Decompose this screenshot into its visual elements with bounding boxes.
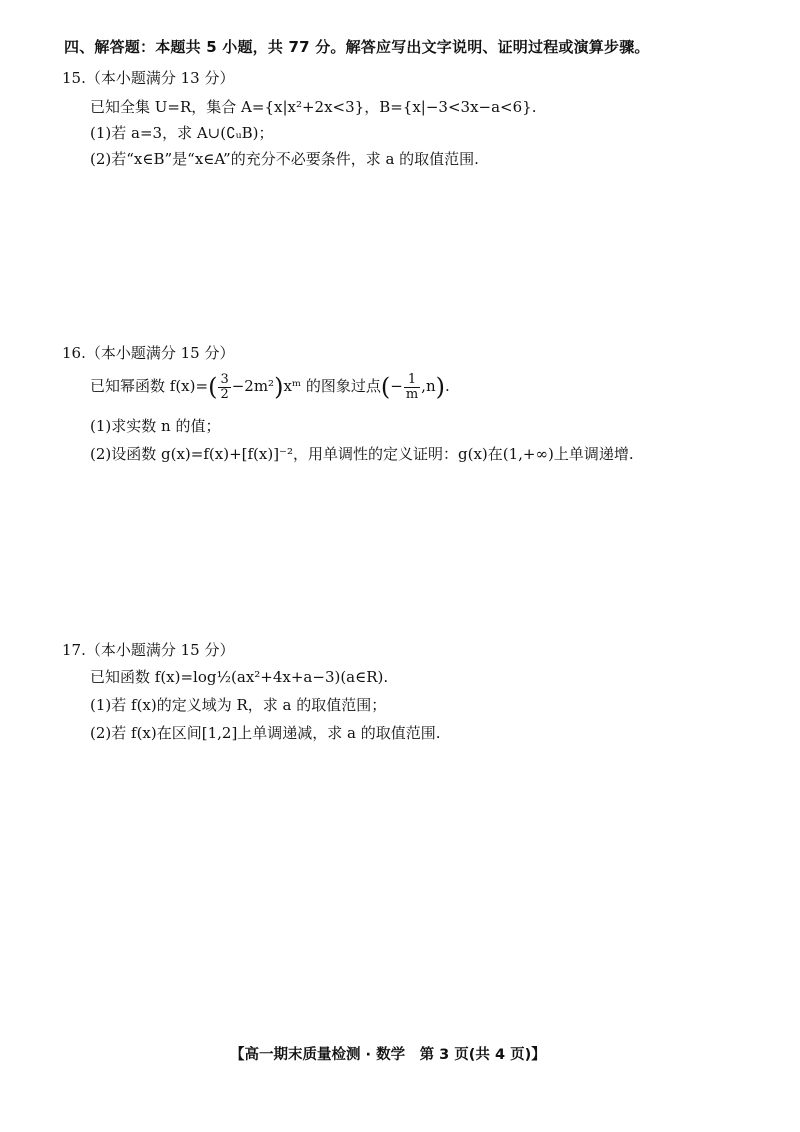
question-16-stem: 已知幂函数 f(x)=( $\frac{3}{2}$ −2m²)xᵐ 的图象过点(− $\frac{1}{m}$ ,n). — [90, 371, 450, 402]
fraction-one-over-m — [404, 373, 420, 402]
question-15-part-1: (1)若 a=3，求 A∪(∁ᵤB)； — [90, 124, 274, 142]
stem-prefix: 已知幂函数 f(x)= — [90, 377, 209, 395]
question-16-title: 16.（本小题满分 15 分） — [62, 344, 235, 362]
point-left-paren: ( — [380, 373, 391, 401]
point-suffix: ,n — [421, 377, 436, 395]
point-fraction-denominator: m — [405, 386, 419, 402]
question-17-title: 17.（本小题满分 15 分） — [62, 641, 235, 659]
right-paren: ) — [274, 373, 284, 401]
question-17-part-2: (2)若 f(x)在区间[1,2]上单调递减，求 a 的取值范围. — [90, 724, 441, 742]
fraction-numerator: 3 — [220, 371, 229, 387]
fraction-denominator: 2 — [220, 386, 229, 402]
fraction-three-halves — [218, 373, 230, 402]
stem-mid: −2m² — [231, 377, 275, 395]
question-17-stem: 已知函数 f(x)=log½(ax²+4x+a−3)(a∈R). — [90, 668, 389, 686]
section-header: 四、解答题：本题共 5 小题，共 77 分。解答应写出文字说明、证明过程或演算步骤。 — [64, 38, 650, 56]
point-fraction-numerator: 1 — [404, 373, 420, 388]
question-16-part-2: (2)设函数 g(x)=f(x)+[f(x)]⁻²，用单调性的定义证明：g(x)在(1,+∞)上单调递增. — [90, 445, 634, 463]
question-15-title: 15.（本小题满分 13 分） — [62, 69, 235, 87]
left-paren: ( — [208, 373, 218, 401]
question-17-part-1: (1)若 f(x)的定义域为 R，求 a 的取值范围； — [90, 696, 387, 714]
question-16-part-1: (1)求实数 n 的值； — [90, 417, 221, 435]
stem-suffix: xᵐ 的图象过点 — [283, 377, 381, 395]
question-15-part-2: (2)若“x∈B”是“x∈A”的充分不必要条件，求 a 的取值范围. — [90, 150, 479, 168]
page-footer: 【高一期末质量检测 · 数学 第 3 页(共 4 页)】 — [230, 1047, 546, 1063]
point-right-paren: ) — [435, 373, 445, 401]
question-15-stem: 已知全集 U=R，集合 A={x|x²+2x<3}，B={x|−3<3x−a<6}. — [90, 98, 537, 116]
